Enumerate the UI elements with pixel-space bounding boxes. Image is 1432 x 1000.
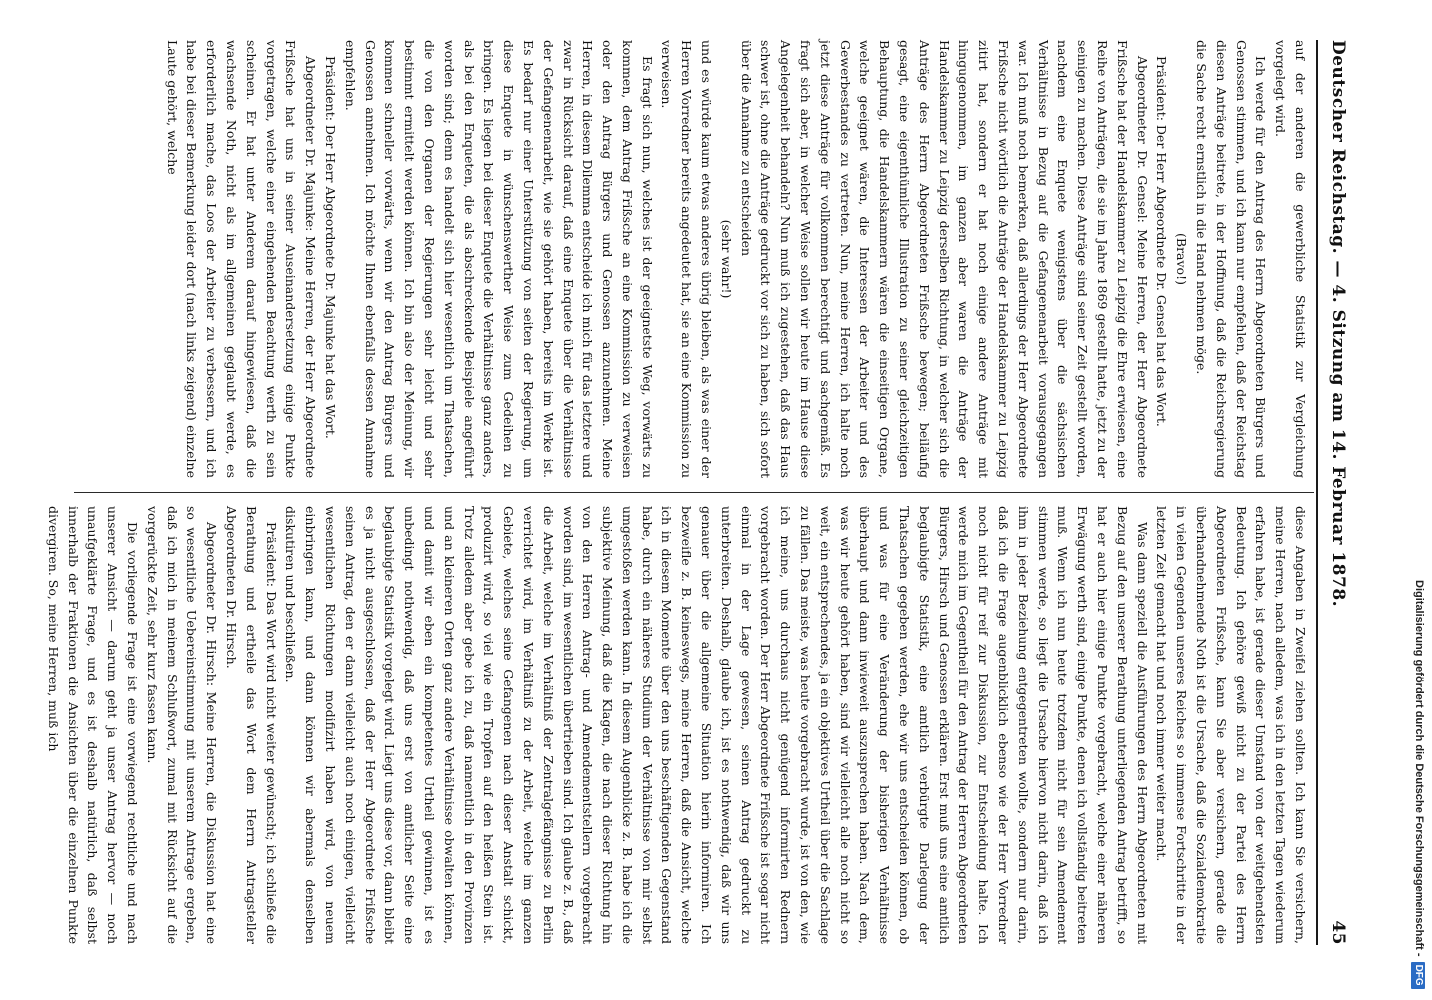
- paragraph: Abgeordneter Dr. Gensel: Meine Herren, der Herr Abgeordnete Frißsche hat der Handelskammer zu Leipzig die Ehre erwiesen, eine Reihe von Anträgen, die sie im Jahre 1869 gestellt hatte, jetzt zu der seinigen zu machen. Diese Anträge sind seiner Zeit gestellt worden, nachdem eine Enquete wenigstens über die sächsischen Verhältnisse in Bezug auf die Gefangenenarbeit vorausgegangen war. Ich muß noch bemerken, daß allerdings der Herr Abgeordnete Frißsche nicht wörtlich die Anträge der Handelskammer zu Leipzig zitirt hat, sondern er hat noch einige andere Anträge mit hingugenommen, im ganzen aber waren die Anträge der Handelskammer zu Leipzig derselben Richtung, in welcher sich die Anträge des Herrn Abgeordneten Frißsche bewegen; beiläufig gesagt, eine eigenthümliche Illustration zu seiner gleichzeitigen Behauptung, die Handelskammern wären die einseitigen Organe, welche geeignet wären, die Interessen der Arbeiter und des Gewerbestandes zu vertreten. Nun, meine Herren, ich halte noch jetzt diese Anträge für vollkommen berechtigt und sachgemäß. Es fragt sich aber, in welcher Weise sollen wir heute im Hause diese Angelegenheit behandeln? Nun muß ich zugestehen, daß das Haus schwer ist, ohne die Anträge gedruckt vor sich zu haben, sich sofort über die Annahme zu entscheiden: [738, 40, 1150, 478]
- paragraph: auf der anderen die gewerbliche Statistik zur Vergleichung vorgelegt wird.: [1273, 40, 1308, 478]
- speaker-paragraph: Präsident: Das Wort wird nicht weiter gewünscht; ich schließe die Berathung und ertheile das Wort dem Herrn Antragsteller Abgeordneten Dr. Hirsch.: [223, 506, 279, 944]
- right-column: [45, 506, 1310, 944]
- paragraph: Abgeordneter Dr. Hirsch: Meine Herren, die Diskussion hat eine so wesentliche Uebereinstimmung mit unserem Antrage ergeben, daß ich mich in meinem Schlußwort, zumal mit Rücksicht auf die vorgerückte Zeit, sehr kurz fassen kann.: [144, 506, 220, 944]
- interjection: (Bravo!): [1174, 233, 1190, 285]
- speaker-paragraph: Präsident: Der Herr Abgeordnete Dr. Majunke hat das Wort.: [322, 56, 338, 439]
- column-divider: [74, 492, 1314, 493]
- paragraph: Die vorliegende Frage ist eine vorwiegend rechtliche und nach unserer Ansicht — darum geht ja unser Antrag hervor — noch unaufgeklärte Frage, und es ist deshalb natürlich, daß selbst innerhalb der Fraktionen die Ansichten über die einzelnen Punkte divergiren. So, meine Herren, muß ich: [45, 506, 140, 944]
- paragraph: diese Angaben in Zweifel ziehen sollten. Ich kann Sie versichern, meine Herren, nach alledem, was ich in den letzten Tagen wiederum erfahren habe, ist gerade dieser Umstand von der weitgehendsten Bedeutung. Ich gehöre gewiß nicht zu der Partei des Herrn Abgeordneten Frißsche, kann Sie aber versichern, gerade die überhandnehmende Noth ist die Ursache, daß die Sozialdemokratie in vielen Gegenden unseres Reiches so immense Fortschritte in der letzten Zeit gemacht hat und noch immer weiter macht.: [1154, 506, 1308, 944]
- header-title: Deutscher Reichstag. — 4. Sitzung am 14. Februar 1878.: [1328, 40, 1348, 608]
- left-column: [74, 40, 1310, 478]
- credit-text-rotated: [1406, 0, 1432, 1000]
- running-header: [1322, 40, 1352, 945]
- paragraph: Was dann speziell die Ausführungen des Herrn Abgeordneten mit Bezug auf den unserer Berathung unterliegenden Antrag betrifft, so hat er auch hier einige Punkte vorgebracht, welche einer näheren Erwägung werth sind, einige Punkte, denen ich vollständig beitreten muß. Wenn ich nun heute trotzdem nicht für sein Amendement stimmen werde, so liegt die Ursache hiervon nicht darin, daß ich ihm in jeder Beziehung entgegentreten wollte, sondern nur darin, daß ich die Frage augenblicklich ebenso wie der Herr Vorredner noch nicht für reif zur Diskussion, zur Entscheidung halte. Ich werde mich im Gegentheil für den Antrag der Herren Abgeordneten Bürgers, Hirsch und Genossen erklären. Erst muß uns eine amtlich beglaubigte Statistik, eine amtlich verbürgte Darlegung der Thatsachen gegeben werden, ehe wir uns entscheiden können, ob und was für eine Veränderung der bisherigen Verhältnisse überhaupt und dann inwieweit auszusprechen haben. Nach dem, was wir heute gehört haben, sind wir vielleicht alle noch nicht so weit, ein entsprechendes, ja ein objektives Urtheil über die Sachlage zu fällen. Das meiste, was heute vorgebracht wurde, ist von den, wie ich meine, uns durchaus nicht genügend informirten Rednern vorgebracht worden. Der Herr Abgeordnete Frißsche ist sogar nicht einmal in der Lage gewesen, seinen Antrag gedruckt zu unterbreiten. Deshalb, glaube ich, ist es nothwendig, daß wir uns genauer über die allgemeine Situation hierin informiren. Ich bezweifle z. B. keineswegs, meine Herren, daß die Ansicht, welche ich in diesem Momente über den uns beschäftigenden Gegenstand habe, durch ein näheres Studium der Verhältnisse von mir selbst umgestoßen werden kann. In diesem Augenblicke z. B. habe ich die subjektive Meinung, daß die Klagen, die nach dieser Richtung hin von den Herren Antrag- und Amendementstellern vorgebracht worden sind, im wesentlichen übertrieben sind. Ich glaube z. B., daß die Arbeit, welche im Verhältniß der Zentralgefängnisse zu Berlin verrichtet wird, im Verhältniß zu der Arbeit, welche im ganzen Gebiete, welches seine Gefangenen nach dieser Anstalt schickt, produzirt wird, so viel wie ein Tropfen auf den heißen Stein ist. Trotz alledem aber gebe ich zu, daß namentlich in den Provinzen und an kleineren Orten ganz andere Verhältnisse obwalten können, und damit wir eben ein kompetentes Urtheil gewinnen, ist es unbedingt nothwendig, daß uns erst von amtlicher Seite eine beglaubigte Statistik vorgelegt wird. Liegt uns diese vor, dann bleibt es ja nicht ausgeschlossen, daß der Herr Abgeordnete Frißsche seinen Antrag, den er dann vielleicht auch noch einigen, vielleicht wesentlichen Richtungen modifizirt haben wird, von neuem einbringen kann, und dann können wir abermals denselben diskutiren und beschließen.: [283, 506, 1150, 944]
- interjection: (sehr wahr!): [718, 219, 734, 299]
- paragraph: Es fragt sich nun, welches ist der geeignetste Weg, vorwärts zu kommen, dem Antrag Frißsche an eine Kommission zu verweisen oder den Antrag Bürgers und Genossen anzunehmen. Meine Herren, in diesem Dilemma entscheide ich mich für das letztere und zwar in Rücksicht darauf, daß eine Enquete über die Verhältnisse der Gefangenenarbeit, wie sie gehört haben, bereits im Werke ist. Es bedarf nur einer Unterstützung von seiten der Regierung, um diese Enquete in wünschenswerther Weise zum Gedeihen zu bringen. Es liegen bei dieser Enquete die Verhältnisse ganz anders, als bei den Enqueten, die als abschreckende Beispiele angeführt worden sind; denn es handelt sich hier wesentlich um Thatsachen, die von den Organen der Regierungen sehr leicht und sehr bestimmt ermittelt werden können. Ich bin also der Meinung, wir kommen schneller vorwärts, wenn wir den Antrag Bürgers und Genossen annehmen. Ich möchte Ihnen ebenfalls dessen Annahme empfehlen.: [342, 40, 655, 478]
- paragraph: Ich werde für den Antrag des Herrn Abgeordneten Bürgers und Genossen stimmen, und ich kann nur empfehlen, daß der Reichstag diesen Anträge beitrete, in der Hoffnung, daß die Reichsregierung die Sache recht ernstlich in die Hand nehmen möge.: [1194, 40, 1269, 478]
- header-rule: [1316, 40, 1318, 945]
- digitization-credit: [1406, 0, 1432, 1000]
- paragraph: und es würde kaum etwas anderes übrig bleiben, als was einer der Herren Vorredner bereits angedeutet hat, sie an eine Kommission zu verweisen.: [659, 40, 715, 478]
- page-number: 45: [1328, 920, 1348, 945]
- credit-text: Digitalisierung gefördert durch die Deutsche Forschungsgemeinschaft -: [1413, 580, 1425, 957]
- scanned-page: [45, 40, 1352, 945]
- dfg-logo: DFG: [1411, 962, 1425, 989]
- paragraph: Abgeordneter Dr. Majunke: Meine Herren, der Herr Abgeordnete Frißsche hat uns in seiner Auseinandersetzung einige Punkte vorgetragen, welche einer eingehenden Beachtung werth zu sein scheinen. Er hat unter Anderem darauf hingewiesen, daß die wachsende Noth, nicht als im allgemeinen geglaubt werde, es erforderlich mache, das Loos der Arbeiter zu verbessern, und ich habe bei dieser Bemerkung leider dort (nach links zeigend) einzelne Laute gehört, welche: [164, 40, 319, 478]
- speaker-paragraph: Präsident: Der Herr Abgeordnete Dr. Gensel hat das Wort.: [1154, 56, 1170, 427]
